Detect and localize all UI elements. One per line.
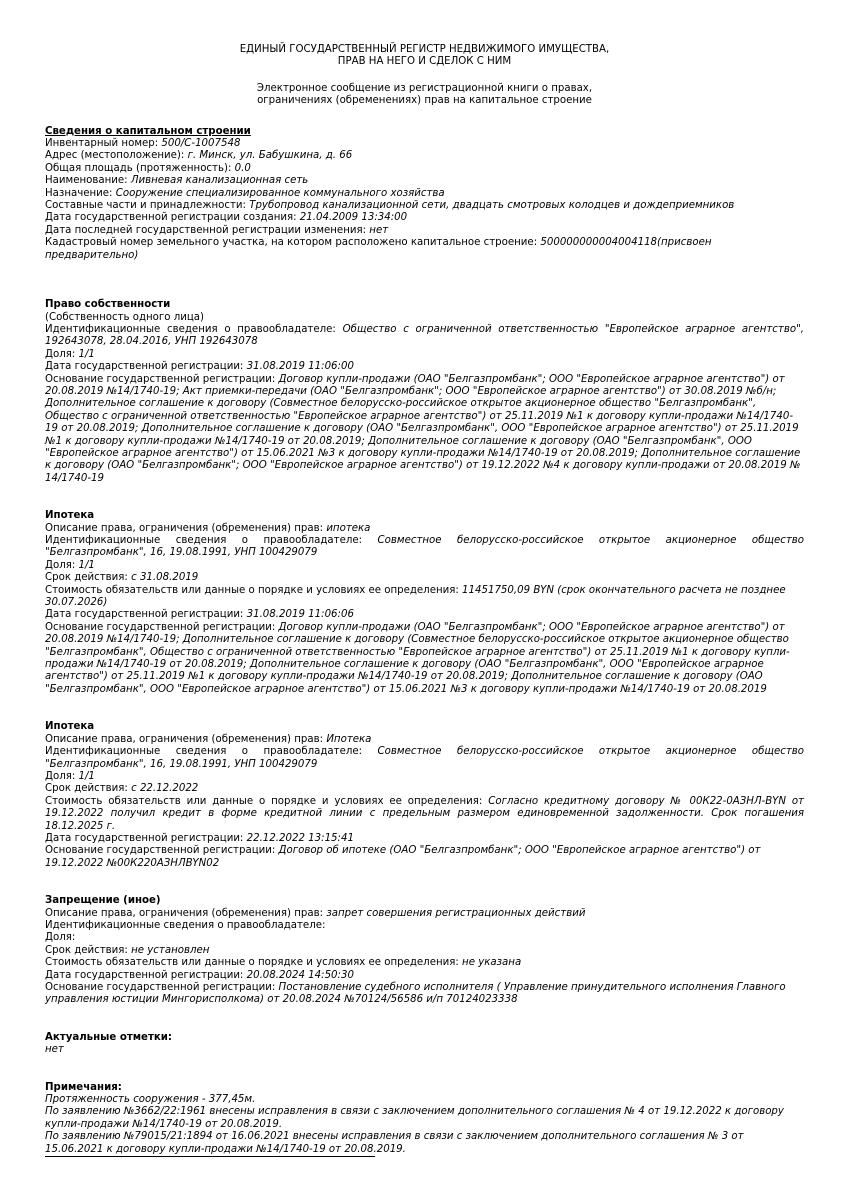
ownership-section — [45, 299, 804, 485]
row-label: Дата государственной регистрации: — [45, 361, 247, 373]
note-item: Протяженность сооружения - 377,45м. — [45, 1094, 256, 1106]
row-label: Основание государственной регистрации: — [45, 621, 279, 633]
row-label: Основание государственной регистрации: — [45, 982, 279, 993]
row-label: Назначение: — [45, 187, 116, 199]
row-label: Идентификационные сведения о правообладателе: — [45, 535, 378, 546]
row-value: 20.08.2024 14:50:30 — [246, 969, 354, 981]
row-label: Наименование: — [45, 175, 131, 187]
row-value: Договор купли-продажи (ОАО "Белгазпромбанк"; ООО "Европейское аграрное агентство") от 20.08.2019 №14/1740-19; Акт приемки-передачи (ОАО "Белгазпромбанк"; ООО "Европейское аграрное агентство") от 30.08.2019 №б/н; Дополнительное соглашение к договору (Совместное белорусско-российское открытое акционерное общество "Белгазпромбанк", Общество с ограниченной ответственностью "Европейское аграрное агентство") от 25.11.2019 №1 к договору купли-продажи №14/1740-19 от 20.08.2019; Дополнительное соглашение к договору (ОАО "Белгазпромбанк", ООО "Европейское аграрное агентство") от 25.11.2019 №1 к договору купли-продажи №14/1740-19 от 20.08.2019; Дополнительное соглашение к договору (ОАО "Белгазпромбанк", ООО "Европейское аграрное агентство") от 15.06.2021 №3 к договору купли-продажи №14/1740-19 от 20.08.2019; Дополнительное соглашение к договору (ОАО "Белгазпромбанк"; ООО "Европейское аграрное агентство") от 19.12.2022 №4 к договору купли-продажи от 20.08.2019 № 14/1740-19 — [45, 373, 801, 484]
row-value: не установлен — [131, 944, 210, 956]
subheader-line-2: ограничениях (обременениях) прав на капитальное строение — [257, 95, 592, 107]
row-label: Общая площадь (протяженность): — [45, 162, 235, 174]
row-value: Ливневая канализационная сеть — [130, 175, 309, 187]
header-line-1: ЕДИНЫЙ ГОСУДАРСТВЕННЫЙ РЕГИСТР НЕДВИЖИМОГО ИМУЩЕСТВА, — [239, 44, 610, 55]
building-row — [45, 200, 804, 212]
ownership-holder — [45, 324, 804, 349]
mortgage-description — [45, 523, 804, 535]
prohibition-basis — [45, 982, 804, 1007]
mortgage-cost — [45, 796, 804, 833]
prohibition-cost — [45, 957, 804, 969]
row-label: Кадастровый номер земельного участка, на котором расположено капитальное строение: — [45, 237, 541, 249]
mortgage-reg-date — [45, 833, 804, 845]
row-label: Дата государственной регистрации: — [45, 609, 247, 621]
prohibition-term — [45, 945, 804, 957]
row-label: Инвентарный номер: — [45, 138, 162, 150]
row-value: 1/1 — [78, 770, 95, 782]
prohibition-reg-date — [45, 970, 804, 982]
row-label: Доля: — [45, 559, 79, 571]
prohibition-description — [45, 908, 804, 920]
row-value: Постановление судебного исполнителя ( Управление принудительного исполнения Главного управления юстиции Мингорисполкома) от 20.08.2024 №70124/56586 и/п 70124023338 — [45, 982, 786, 1006]
note-item: По заявлению №3662/22:1961 внесены исправления в связи с заключением дополнительного соглашения № 4 от 19.12.2022 к договору купли-продажи №14/1740-19 от 20.08.2019. — [45, 1106, 784, 1130]
building-row — [45, 150, 804, 162]
prohibition-section — [45, 895, 804, 1007]
row-value: ипотека — [326, 522, 371, 534]
mortgage-holder — [45, 746, 804, 771]
mortgage-share — [45, 560, 804, 572]
document-page — [45, 44, 804, 1156]
row-value: 500/C-1007548 — [161, 138, 241, 150]
row-value: 500000000004004118(присвоен предварительно) — [45, 237, 712, 261]
building-row — [45, 212, 804, 224]
row-label: Описание права, ограничения (обременения) прав: — [45, 733, 327, 745]
row-value: Согласно кредитному договору № 00К22-0АЗНЛ-BYN от 19.12.2022 получил кредит в форме кредитной линии с предельным размером единовременной задолженности. Срок погашения 18.12.2025 г. — [45, 795, 804, 832]
header-line-2: ПРАВ НА НЕГО И СДЕЛОК С НИМ — [337, 56, 512, 68]
row-label: Стоимость обязательств или данные о порядке и условиях ее определения: — [45, 584, 463, 596]
prohibition-holder: Идентификационные сведения о правообладателе: — [45, 919, 326, 931]
row-label: Идентификационные сведения о правообладателе: — [45, 323, 343, 335]
row-value: 31.08.2019 11:06:00 — [246, 361, 354, 373]
row-label: Описание права, ограничения (обременения) прав: — [45, 907, 327, 919]
row-value: Ипотека — [326, 733, 372, 745]
row-label: Срок действия: — [45, 783, 132, 795]
row-label: Адрес (местоположение): — [45, 150, 188, 162]
ownership-reg-date — [45, 361, 804, 373]
row-label: Дата государственной регистрации создания: — [45, 212, 300, 224]
ownership-title: Право собственности — [45, 299, 171, 311]
row-label: Идентификационные сведения о правообладателе: — [45, 746, 378, 758]
mortgage-title: Ипотека — [45, 510, 95, 522]
mortgage-description — [45, 734, 804, 746]
current-marks-value: нет — [45, 1044, 64, 1056]
row-value: 31.08.2019 11:06:06 — [246, 609, 354, 621]
row-value: с 22.12.2022 — [131, 783, 199, 795]
building-row — [45, 188, 804, 200]
row-value: 11451750,09 BYN (срок окончательного расчета не позднее 30.07.2026) — [45, 584, 786, 609]
row-value: 22.12.2022 13:15:41 — [246, 832, 354, 844]
row-value: Сооружение специализированное коммунального хозяйства — [115, 187, 445, 199]
row-value: Общество с ограниченной ответственностью "Европейское аграрное агентство", 192643078, 28.04.2016, УНП 192643078 — [45, 323, 804, 348]
footer-divider — [45, 1156, 375, 1157]
ownership-kind: (Собственность одного лица) — [45, 311, 205, 323]
row-value: 1/1 — [78, 559, 95, 571]
row-value: Трубопровод канализационной сети, двадцать смотровых колодцев и дождеприемников — [249, 200, 735, 212]
mortgage-section-1 — [45, 510, 804, 696]
ownership-share — [45, 349, 804, 361]
document-header — [45, 44, 804, 69]
row-value: г. Минск, ул. Бабушкина, д. 66 — [187, 150, 353, 162]
mortgage-reg-date — [45, 609, 804, 621]
row-label: Стоимость обязательств или данные о порядке и условиях ее определения: — [45, 795, 489, 807]
row-value: Договор купли-продажи (ОАО "Белгазпромбанк"; ООО "Европейское аграрное агентство") от 20.08.2019 №14/1740-19; Дополнительное соглашение к договору (Совместное белорусско-российское открытое акционерное общество "Белгазпромбанк", Общество с ограниченной ответственностью "Европейское аграрное агентство") от 25.11.2019 №1 к договору купли-продажи №14/1740-19 от 20.08.2019; Дополнительное соглашение к договору (ОАО "Белгазпромбанк", ООО "Европейское аграрное агентство") от 25.11.2019 №1 к договору купли-продажи №14/1740-19 от 20.08.2019; Дополнительное соглашение к договору (ОАО "Белгазпромбанк", ООО "Европейское аграрное агентство") от 15.06.2021 №3 к договору купли-продажи №14/1740-19 от 20.08.2019 — [45, 621, 790, 695]
building-title: Сведения о капитальном строении — [45, 125, 251, 137]
row-label: Основание государственной регистрации: — [45, 373, 279, 385]
row-label: Дата государственной регистрации: — [45, 969, 247, 981]
mortgage-basis — [45, 622, 804, 696]
mortgage-basis — [45, 845, 804, 870]
mortgage-section-2 — [45, 721, 804, 870]
row-label: Доля: — [45, 348, 79, 360]
row-label: Срок действия: — [45, 944, 132, 956]
building-row — [45, 163, 804, 175]
mortgage-holder — [45, 535, 804, 560]
prohibition-share: Доля: — [45, 932, 76, 944]
notes-title: Примечания: — [45, 1081, 122, 1093]
building-row — [45, 237, 804, 262]
building-row — [45, 225, 804, 237]
mortgage-term — [45, 783, 804, 795]
ownership-basis — [45, 374, 804, 486]
current-marks-section — [45, 1032, 804, 1057]
mortgage-term — [45, 572, 804, 584]
row-label: Основание государственной регистрации: — [45, 845, 279, 857]
row-value: нет — [369, 224, 389, 236]
row-value: запрет совершения регистрационных действий — [326, 907, 586, 919]
row-value: Совместное белорусско-российское открытое акционерное общество "Белгазпромбанк", 16, 19.08.1991, УНП 100429079 — [45, 535, 804, 559]
row-label: Описание права, ограничения (обременения) прав: — [45, 522, 327, 534]
mortgage-cost — [45, 585, 804, 610]
row-label: Дата последней государственной регистрации изменения: — [45, 224, 370, 236]
mortgage-share — [45, 771, 804, 783]
subheader-line-1: Электронное сообщение из регистрационной книги о правах, — [256, 82, 593, 94]
notes-section — [45, 1082, 804, 1156]
row-value: 21.04.2009 13:34:00 — [299, 212, 408, 224]
row-value: с 31.08.2019 — [131, 572, 199, 584]
row-value: Совместное белорусско-российское открытое акционерное общество "Белгазпромбанк", 16, 19.08.1991, УНП 100429079 — [45, 746, 804, 770]
building-section — [45, 126, 804, 262]
row-label: Стоимость обязательств или данные о порядке и условиях ее определения: — [45, 957, 463, 969]
row-value: Договор об ипотеке (ОАО "Белгазпромбанк"; ООО "Европейское аграрное агентство") от 19.12.2022 №00К220АЗНЛBYN02 — [45, 845, 761, 869]
row-label: Дата государственной регистрации: — [45, 832, 247, 844]
row-label: Составные части и принадлежности: — [45, 200, 250, 212]
prohibition-title: Запрещение (иное) — [45, 895, 161, 907]
building-row — [45, 175, 804, 187]
document-subheader — [45, 83, 804, 108]
row-label: Доля: — [45, 770, 79, 782]
row-label: Срок действия: — [45, 572, 132, 584]
current-marks-title: Актуальные отметки: — [45, 1031, 173, 1043]
mortgage-title: Ипотека — [45, 721, 95, 733]
row-value: 0.0 — [234, 162, 251, 174]
building-row — [45, 138, 804, 150]
row-value: не указана — [462, 957, 522, 969]
row-value: 1/1 — [78, 348, 95, 360]
note-item: По заявлению №79015/21:1894 от 16.06.2021 внесены исправления в связи с заключением дополнительного соглашения № 3 от 15.06.2021 к договору купли-продажи №14/1740-19 от 20.08.2019. — [45, 1131, 744, 1155]
